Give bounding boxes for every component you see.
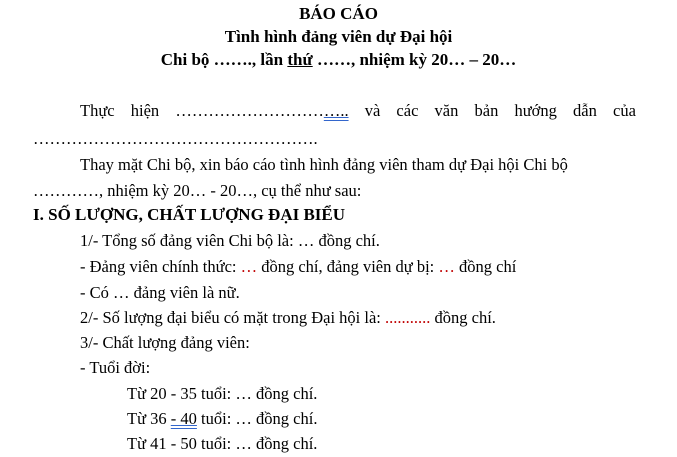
intro-dots: ………………………….. [175, 101, 349, 120]
report-party-cell-line [0, 50, 677, 70]
report-title: BÁO CÁO [299, 4, 378, 23]
intro-word: dẫn [573, 101, 597, 120]
probation-count-placeholder: … [438, 257, 455, 276]
intro-word: Thực [80, 101, 115, 120]
item-delegates-present: 2/- Số lượng đại biểu có mặt trong Đại hội là: ........... đồng chí. [80, 308, 496, 327]
intro-paragraph-line1 [80, 101, 636, 121]
age-range-2: Từ 36 - 40 tuổi: … đồng chí. [127, 409, 318, 428]
age-label: - Tuổi đời: [80, 358, 151, 377]
intro-paragraph-line2: ……………………………………………. [33, 129, 318, 148]
age-range-1: Từ 20 - 35 tuổi: … đồng chí. [127, 384, 318, 403]
item-female-members: - Có … đảng viên là nữ. [80, 283, 240, 302]
party-cell-text-b: thứ [287, 50, 313, 69]
section-heading: I. SỐ LƯỢNG, CHẤT LƯỢNG ĐẠI BIỂU [33, 205, 346, 224]
intro-word: và [364, 101, 381, 120]
official-count-placeholder: … [240, 257, 258, 276]
age-range-3: Từ 41 - 50 tuổi: … đồng chí. [127, 434, 318, 453]
intro-word: hướng [514, 101, 557, 120]
intro-word: hiện [130, 101, 160, 120]
intro-word: của [613, 101, 636, 120]
party-cell-text-c: ……, nhiệm kỳ 20… – 20… [312, 50, 517, 69]
report-subtitle: Tình hình đảng viên dự Đại hội [224, 27, 453, 46]
item-member-quality: 3/- Chất lượng đảng viên: [80, 333, 250, 352]
item-official-members: - Đảng viên chính thức: … đồng chí, đảng viên dự bị: … đồng chí [80, 257, 517, 276]
intro-word: văn [434, 101, 459, 120]
intro-paragraph2-line2: …………, nhiệm kỳ 20… - 20…, cụ thể như sau: [33, 181, 362, 200]
intro-word: bản [474, 101, 499, 120]
party-cell-text-a: Chi bộ ……., lần [160, 50, 288, 69]
delegates-count-placeholder: ........... [385, 308, 431, 327]
item-total-members: 1/- Tổng số đảng viên Chi bộ là: … đồng chí. [80, 231, 380, 250]
intro-word: các [396, 101, 419, 120]
intro-paragraph2-line1: Thay mặt Chi bộ, xin báo cáo tình hình đảng viên tham dự Đại hội Chi bộ [80, 155, 568, 174]
